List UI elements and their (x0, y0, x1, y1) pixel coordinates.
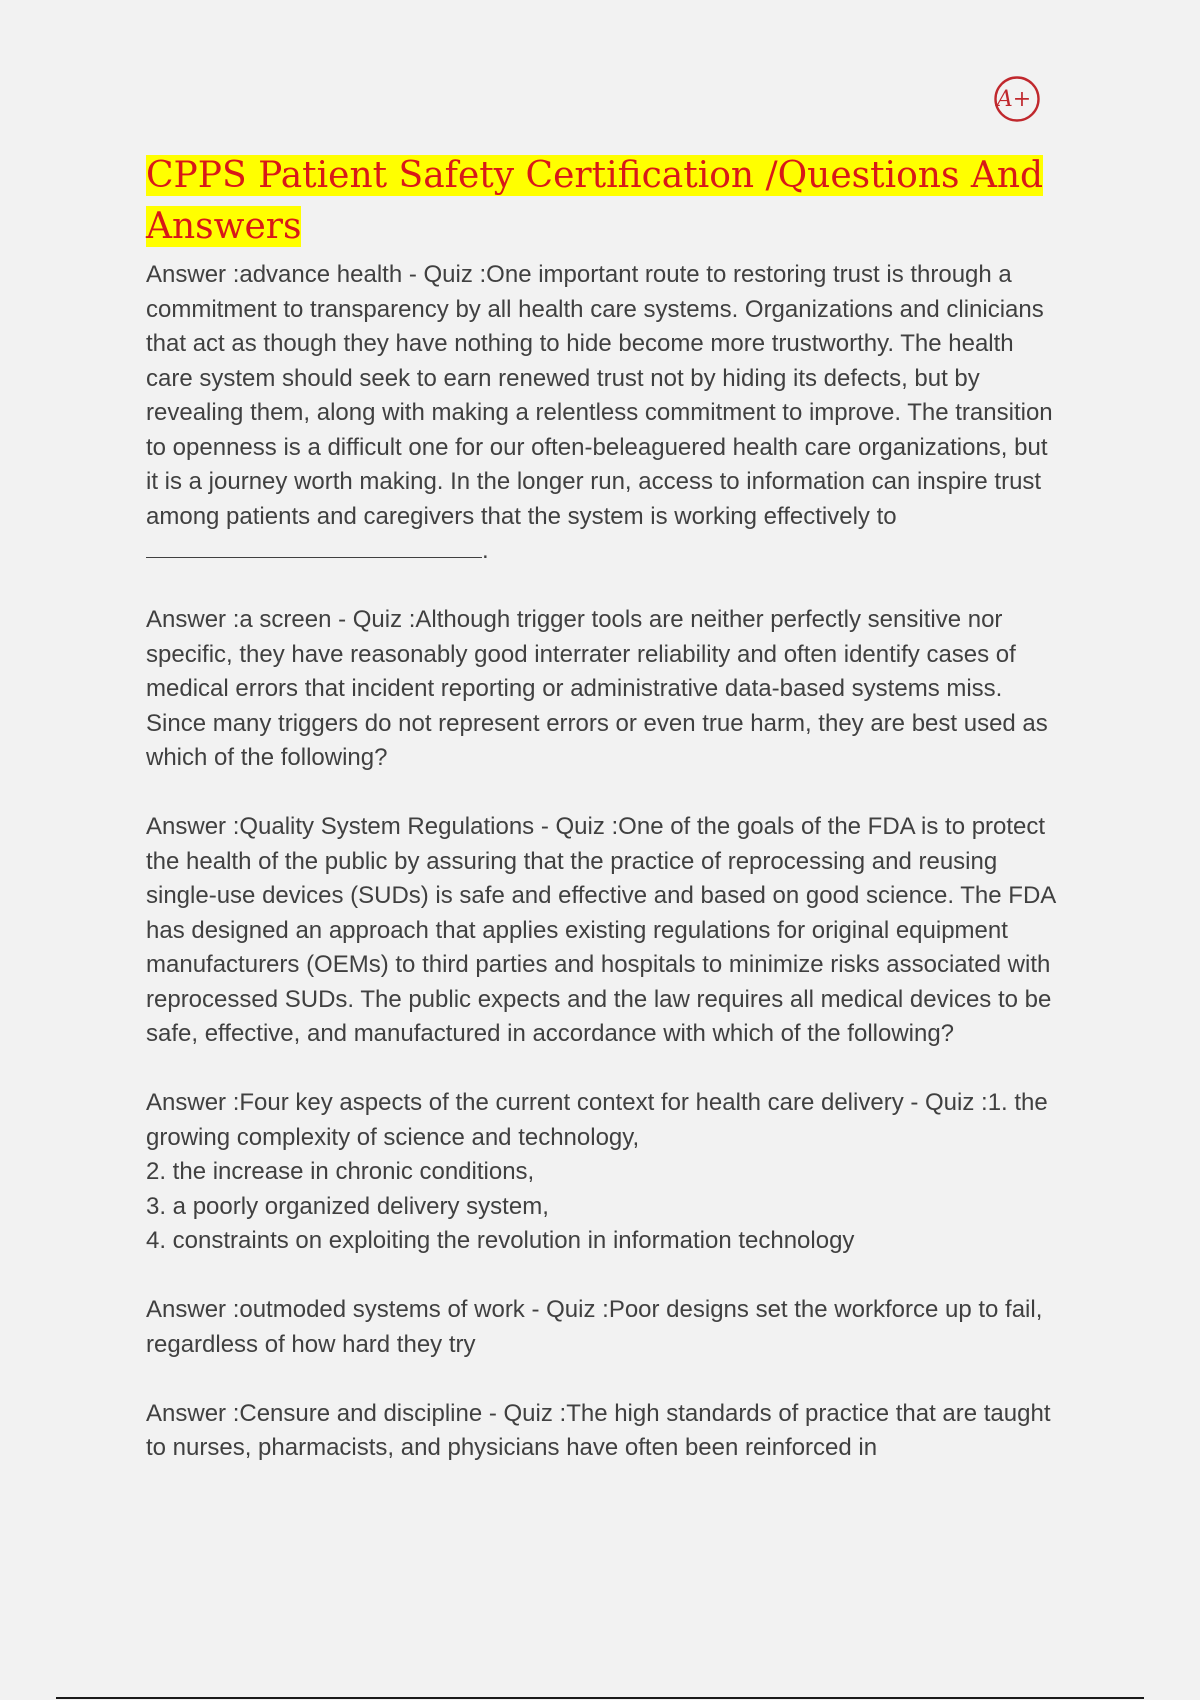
blank-suffix: . (482, 537, 489, 564)
qa-entry-1-text: Answer :advance health - Quiz :One important route to restoring trust is through a commitment to transparency by all health care systems. Organizations and clinicians that act as though they have nothing to hide become more trustworthy. The health care system should seek to earn renewed trust not by hiding its defects, but by revealing them, along with making a relentless commitment to improve. The transition to openness is a difficult one for our often-beleaguered health care organizations, but it is a journey worth making. In the longer run, access to information can inspire trust among patients and caregivers that the system is working effectively to (146, 261, 1053, 530)
svg-text:A+: A+ (996, 87, 1032, 112)
qa-entry-1 (146, 258, 1066, 569)
a-plus-grade-icon (993, 75, 1041, 123)
page-title (146, 150, 1066, 252)
fill-in-blank-line (146, 535, 482, 558)
qa-entry-5: Answer :outmoded systems of work - Quiz :Poor designs set the workforce up to fail, regardless of how hard they try (146, 1296, 1043, 1358)
document-body (146, 150, 1066, 1466)
qa-entry-4: Answer :Four key aspects of the current context for health care delivery - Quiz :1. the growing complexity of science and technology, 2. the increase in chronic conditions, 3. a poorly organized delivery system, 4. constraints on exploiting the revolution in information technology (146, 1089, 1048, 1254)
page-footer-divider (56, 1697, 1144, 1699)
qa-entry-3: Answer :Quality System Regulations - Quiz :One of the goals of the FDA is to protect the health of the public by assuring that the practice of reprocessing and reusing single-use devices (SUDs) is safe and effective and based on good science. The FDA has designed an approach that applies existing regulations for original equipment manufacturers (OEMs) to third parties and hospitals to minimize risks associated with reprocessed SUDs. The public expects and the law requires all medical devices to be safe, effective, and manufactured in accordance with which of the following? (146, 813, 1055, 1047)
page-title-text: CPPS Patient Safety Certification /Questions And Answers (146, 155, 1044, 247)
qa-entry-6: Answer :Censure and discipline - Quiz :The high standards of practice that are taught to nurses, pharmacists, and physicians have often been reinforced in (146, 1399, 1051, 1461)
qa-entry-2: Answer :a screen - Quiz :Although trigger tools are neither perfectly sensitive nor specific, they have reasonably good interrater reliability and often identify cases of medical errors that incident reporting or administrative data-based systems miss. Since many triggers do not represent errors or even true harm, they are best used as which of the following? (146, 606, 1048, 771)
